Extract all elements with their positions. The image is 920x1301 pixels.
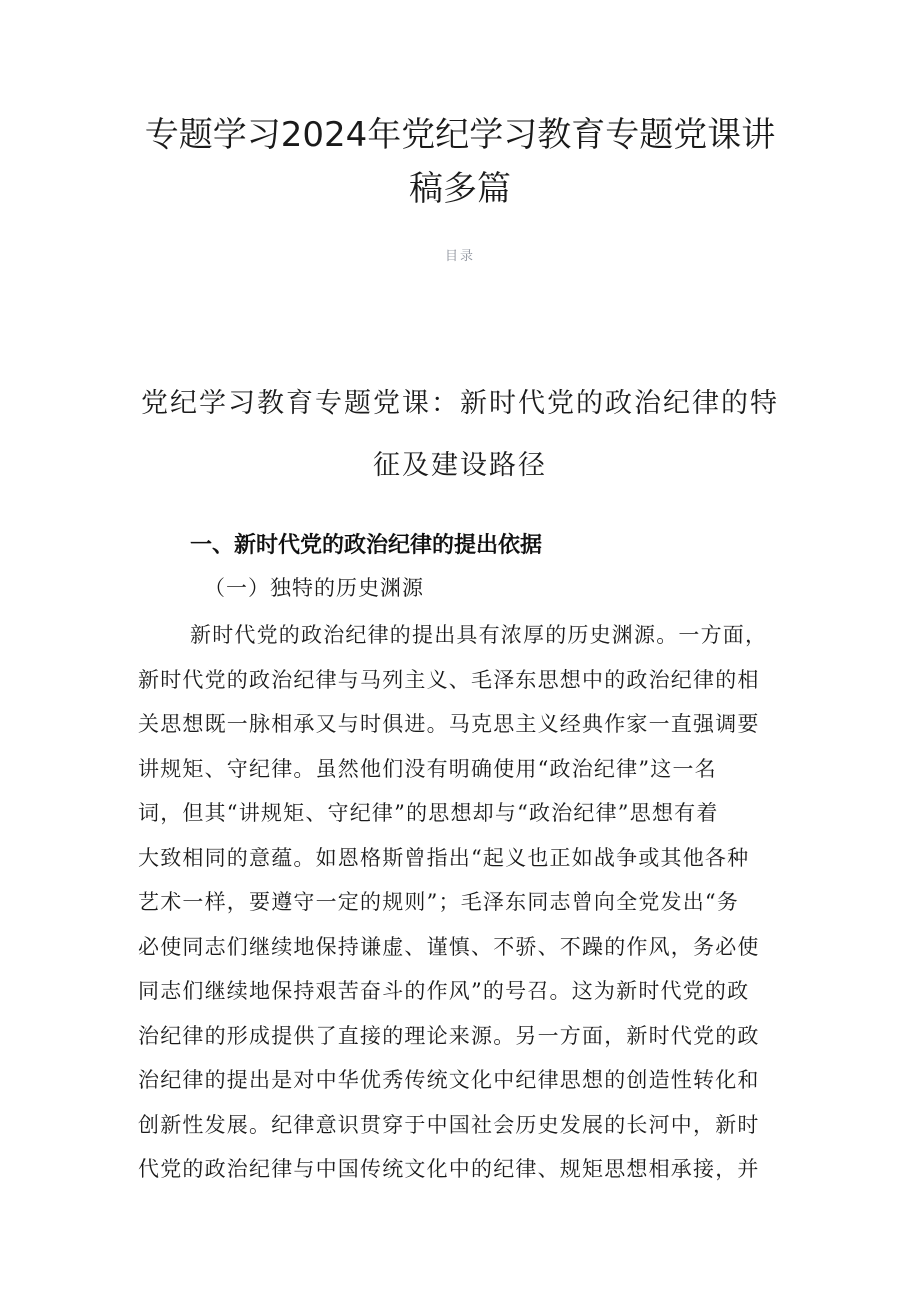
- table-of-contents-label: 目录: [444, 249, 475, 264]
- document-title: [120, 108, 800, 216]
- paragraph-line: 新时代党的政治纪律的提出具有浓厚的历史渊源。一方面，: [190, 623, 768, 647]
- section-title-line: 征及建设路径: [373, 450, 547, 481]
- heading-level-1: 一、新时代党的政治纪律的提出依据: [190, 533, 543, 558]
- heading-level-2: （一）独特的历史渊源: [204, 576, 424, 600]
- paragraph-line: 代党的政治纪律与中国传统文化中的纪律、规矩思想相承接，并: [138, 1157, 760, 1181]
- body-paragraph: [138, 613, 788, 1192]
- paragraph-line: 同志们继续地保持艰苦奋斗的作风”的号召。这为新时代党的政: [138, 979, 750, 1003]
- document-title-line: 专题学习2024年党纪学习教育专题党课讲: [144, 115, 776, 155]
- section-title-line: 党纪学习教育专题党课：新时代党的政治纪律的特: [141, 388, 779, 419]
- paragraph-line: 大致相同的意蕴。如恩格斯曾指出“起义也正如战争或其他各种: [138, 845, 750, 870]
- paragraph-line: 治纪律的提出是对中华优秀传统文化中纪律思想的创造性转化和: [138, 1068, 760, 1092]
- paragraph-line: 关思想既一脉相承又与时俱进。马克思主义经典作家一直强调要: [138, 712, 760, 736]
- paragraph-line: 必使同志们继续地保持谦虚、谨慎、不骄、不躁的作风，务必使: [138, 934, 760, 959]
- paragraph-line: 艺术一样，要遵守一定的规则”；毛泽东同志曾向全党发出“务: [138, 890, 740, 914]
- paragraph-line: 创新性发展。纪律意识贯穿于中国社会历史发展的长河中，新时: [138, 1112, 760, 1137]
- paragraph-line: 治纪律的形成提供了直接的理论来源。另一方面，新时代党的政: [138, 1023, 760, 1048]
- document-title-line: 稿多篇: [409, 169, 511, 209]
- paragraph-line: 讲规矩、守纪律。虽然他们没有明确使用“政治纪律”这一名: [138, 756, 717, 781]
- paragraph-line: 词，但其“讲规矩、守纪律”的思想却与“政治纪律”思想有着: [138, 801, 719, 825]
- section-title: [130, 373, 790, 497]
- paragraph-line: 新时代党的政治纪律与马列主义、毛泽东思想中的政治纪律的相: [138, 667, 760, 692]
